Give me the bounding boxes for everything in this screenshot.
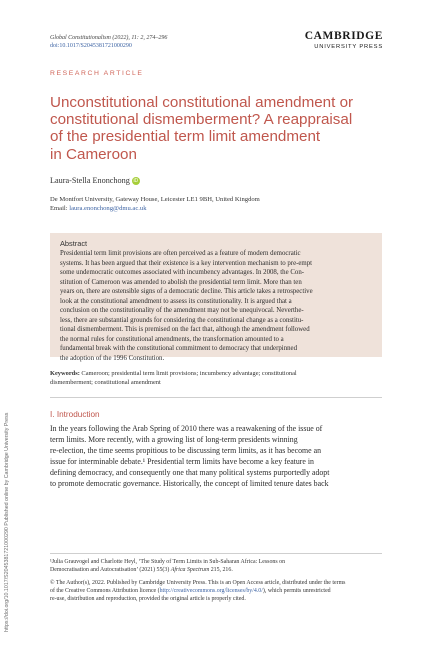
abstract-line: systems. It has been argued that their existence is a key intervention mechanism to pre-empt <box>60 259 313 267</box>
keywords-line: Keywords: Cameroon; presidential term limit provisions; incumbency advantage; constitutional <box>50 370 297 377</box>
abstract-line: Presidential term limit provisions are often perceived as a feature of modern democratic <box>60 250 301 257</box>
abstract-text <box>60 249 373 364</box>
body-line: defining democracy, and consequently one that many political systems purportedly adopt <box>50 467 330 477</box>
footnote-divider <box>50 553 382 554</box>
abstract-line: conclusion on the constitutionality of the amendment may not be unequivocal. Neverthe- <box>60 307 304 315</box>
article-title <box>50 94 390 163</box>
publisher-logo-title: CAMBRIDGE <box>304 30 383 42</box>
body-line: term limits. More recently, with a growing list of long-term presidents winning <box>50 434 298 444</box>
footnote-line: ¹Julia Grauvogel and Charlotte Heyl, ‘The Study of Term Limits in Sub-Saharan Africa: Lessons on <box>50 559 286 565</box>
orcid-icon[interactable]: iD <box>133 178 139 185</box>
footnote-line: Democratisation and Autocratisation’ (2021) 55(3) Africa Spectrum 215, 216. <box>50 566 233 573</box>
abstract-line: the adoption of the 1996 Constitution. <box>60 355 165 363</box>
abstract-line: stitution of Cameroon was amended to abolish the presidential term limit. More than ten <box>60 278 302 286</box>
abstract-line: some undemocratic outcomes associated with incumbency advantages. In 2008, the Con- <box>60 269 305 277</box>
title-line: Unconstitutional constitutional amendment or <box>50 94 354 111</box>
publisher-logo-subtitle: UNIVERSITY PRESS <box>314 44 383 50</box>
journal-citation: Global Constitutionalism (2022), 11: 2, 274–296 <box>50 35 168 41</box>
license-line: © The Author(s), 2022. Published by Cambridge University Press. This is an Open Access article, distributed under the terms <box>50 580 346 586</box>
keywords-line: dismemberment; constitutional amendment <box>50 378 161 386</box>
license-notice <box>50 580 382 604</box>
section-body <box>50 424 382 489</box>
title-line: of the presidential term limit amendment <box>50 128 321 146</box>
license-link[interactable]: http://creativecommons.org/licenses/by/4.0/ <box>159 587 263 594</box>
abstract-line: fundamental break with the constitutional commitment to democracy that underpinned <box>60 345 297 353</box>
footnote-1 <box>50 559 382 575</box>
abstract-heading: Abstract <box>60 239 88 248</box>
body-line: to promote democratic governance. Historically, the concept of limited tenure dates back <box>50 478 329 488</box>
author <box>50 176 140 185</box>
doi-line[interactable]: doi:10.1017/S2045381721000290 <box>50 43 132 49</box>
abstract-line: the normal rules for constitutional amendments, the transformation amounted to a <box>60 335 284 343</box>
abstract-line: tional dismemberment. This is premised on the fact that, although the amendment followed <box>60 326 310 334</box>
title-line: in Cameroon <box>50 145 137 163</box>
article-type-label: RESEARCH ARTICLE <box>50 70 144 77</box>
email-link[interactable]: laura.enonchong@dmu.ac.uk <box>69 205 147 213</box>
abstract-line: less, there are substantial grounds for considering the constitutional change as a constitu- <box>60 316 304 324</box>
body-line: issue for interminable debate.¹ Presidential term limits have become a key feature in <box>50 456 314 466</box>
title-line: constitutional dismemberment? A reappraisal <box>50 111 353 129</box>
affiliation-block <box>50 195 390 213</box>
body-line: In the years following the Arab Spring of 2010 there was a reawakening of the issue of <box>50 424 323 433</box>
license-line: re-use, distribution and reproduction, provided the original article is properly cited. <box>50 595 246 602</box>
abstract-line: look at the constitutional amendment to assess its constitutionality. It is argued that a <box>60 297 292 305</box>
divider <box>50 397 382 398</box>
keywords <box>50 370 382 387</box>
body-line: re-election, the time seems propitious to be discussing term limits, as it has become an <box>50 445 321 455</box>
email-line: Email: laura.enonchong@dmu.ac.uk <box>50 205 147 213</box>
abstract-line: years on, there are ostensible signs of a democratic decline. This article takes a retrospective <box>60 288 313 296</box>
author-name: Laura-Stella Enonchong <box>50 176 130 185</box>
affiliation: De Montfort University, Gateway House, Leicester LE1 9BH, United Kingdom <box>50 196 260 203</box>
sidebar-doi-text[interactable]: https://doi.org/10.1017/S2045381721000290 Published online by Cambridge University Press <box>4 412 10 632</box>
license-line: of the Creative Commons Attribution licence (http://creativecommons.org/licenses/by/4.0/), which permits unrestricted <box>50 587 331 594</box>
section-heading: I. Introduction <box>50 410 100 419</box>
